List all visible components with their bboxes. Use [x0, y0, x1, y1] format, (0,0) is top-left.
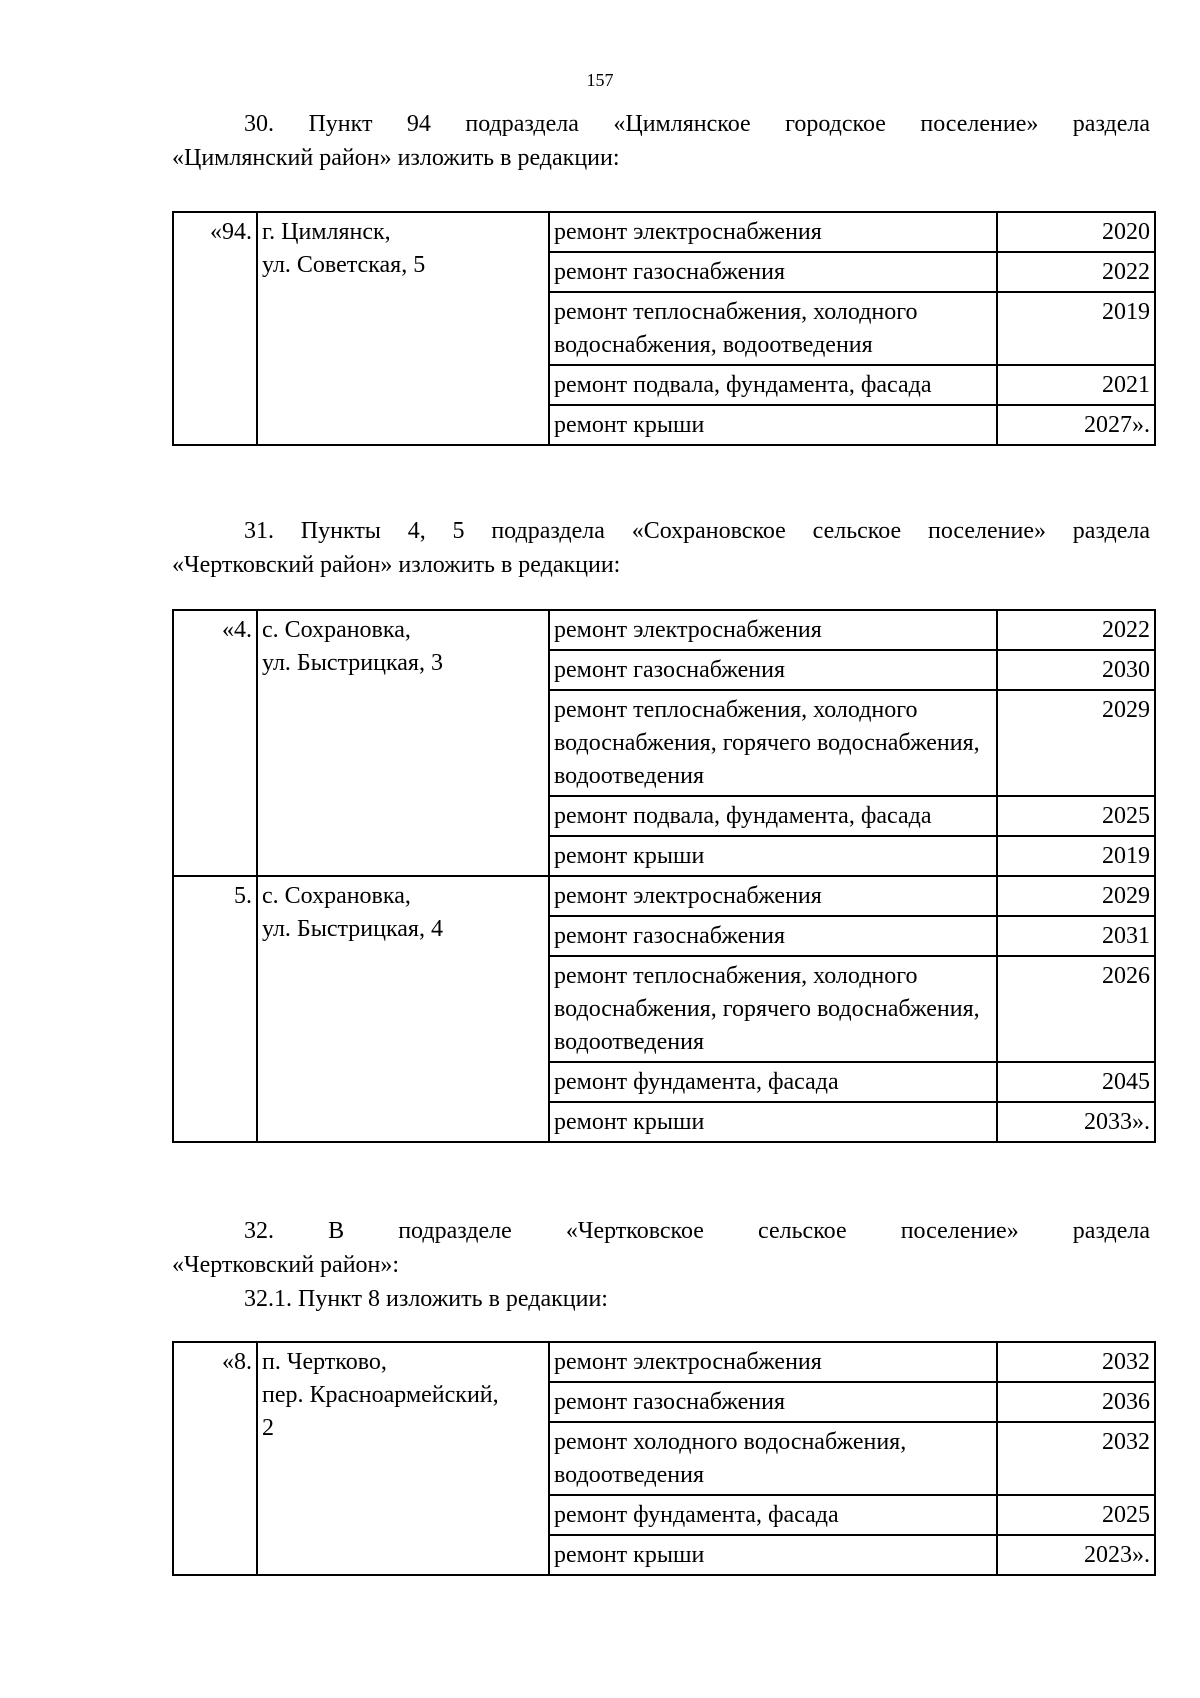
work-year: 2019	[997, 292, 1155, 365]
work-year: 2019	[997, 836, 1155, 876]
work-type: ремонт подвала, фундамента, фасада	[549, 796, 997, 836]
work-year: 2029	[997, 690, 1155, 796]
item-address: с. Сохрановка, ул. Быстрицкая, 4	[257, 876, 549, 1142]
work-type: ремонт крыши	[549, 1535, 997, 1575]
section-32-line-2: «Чертковский район»:	[172, 1252, 400, 1278]
section-31-text	[172, 514, 1150, 582]
table-row	[173, 610, 1155, 650]
work-year: 2032	[997, 1342, 1155, 1382]
work-year: 2032	[997, 1422, 1155, 1495]
work-type: ремонт холодного водоснабжения, водоотведения	[549, 1422, 997, 1495]
work-type: ремонт теплоснабжения, холодного водоснабжения, водоотведения	[549, 292, 997, 365]
work-type: ремонт газоснабжения	[549, 650, 997, 690]
work-year: 2021	[997, 365, 1155, 405]
item-number: 5.	[173, 876, 257, 1142]
work-year: 2033».	[997, 1102, 1155, 1142]
work-year: 2029	[997, 876, 1155, 916]
work-year: 2027».	[997, 405, 1155, 445]
section-32-text	[172, 1214, 1150, 1316]
table-body	[173, 610, 1155, 1142]
work-type: ремонт подвала, фундамента, фасада	[549, 365, 997, 405]
work-year: 2025	[997, 796, 1155, 836]
table-body	[173, 1342, 1155, 1575]
work-year: 2022	[997, 610, 1155, 650]
item-number: «94.	[173, 212, 257, 445]
work-type: ремонт газоснабжения	[549, 916, 997, 956]
work-type: ремонт электроснабжения	[549, 876, 997, 916]
table-row	[173, 212, 1155, 252]
section-32-line-3: 32.1. Пункт 8 изложить в редакции:	[244, 1286, 608, 1312]
section-31-line-1: 31. Пункты 4, 5 подраздела «Сохрановское сельское поселение» раздела	[244, 518, 1150, 544]
section-30-line-2: «Цимлянский район» изложить в редакции:	[172, 145, 620, 171]
section-30-line-1: 30. Пункт 94 подраздела «Цимлянское городское поселение» раздела	[244, 111, 1150, 137]
work-type: ремонт теплоснабжения, холодного водоснабжения, горячего водоснабжения, водоотведения	[549, 690, 997, 796]
table-body	[173, 212, 1155, 445]
section-30-text	[172, 107, 1150, 175]
work-year: 2025	[997, 1495, 1155, 1535]
item-address: с. Сохрановка, ул. Быстрицкая, 3	[257, 610, 549, 876]
work-type: ремонт теплоснабжения, холодного водоснабжения, горячего водоснабжения, водоотведения	[549, 956, 997, 1062]
amendment-table-items-4-5	[172, 609, 1156, 1143]
work-year: 2031	[997, 916, 1155, 956]
work-type: ремонт крыши	[549, 836, 997, 876]
work-type: ремонт газоснабжения	[549, 252, 997, 292]
work-type: ремонт газоснабжения	[549, 1382, 997, 1422]
work-type: ремонт электроснабжения	[549, 610, 997, 650]
work-type: ремонт электроснабжения	[549, 212, 997, 252]
table-row	[173, 1342, 1155, 1382]
work-type: ремонт электроснабжения	[549, 1342, 997, 1382]
work-type: ремонт крыши	[549, 1102, 997, 1142]
page-number: 157	[586, 70, 614, 90]
table-row	[173, 876, 1155, 916]
work-type: ремонт фундамента, фасада	[549, 1062, 997, 1102]
work-year: 2020	[997, 212, 1155, 252]
work-type: ремонт фундамента, фасада	[549, 1495, 997, 1535]
amendment-table-item-8	[172, 1341, 1156, 1576]
item-address: п. Чертково, пер. Красноармейский, 2	[257, 1342, 549, 1575]
amendment-table-item-94	[172, 211, 1156, 446]
item-number: «8.	[173, 1342, 257, 1575]
work-year: 2026	[997, 956, 1155, 1062]
section-31-line-2: «Чертковский район» изложить в редакции:	[172, 552, 621, 578]
work-year: 2030	[997, 650, 1155, 690]
work-year: 2023».	[997, 1535, 1155, 1575]
item-number: «4.	[173, 610, 257, 876]
work-year: 2022	[997, 252, 1155, 292]
work-year: 2045	[997, 1062, 1155, 1102]
section-32-line-1: 32. В подразделе «Чертковское сельское поселение» раздела	[244, 1218, 1150, 1244]
work-year: 2036	[997, 1382, 1155, 1422]
item-address: г. Цимлянск, ул. Советская, 5	[257, 212, 549, 445]
work-type: ремонт крыши	[549, 405, 997, 445]
